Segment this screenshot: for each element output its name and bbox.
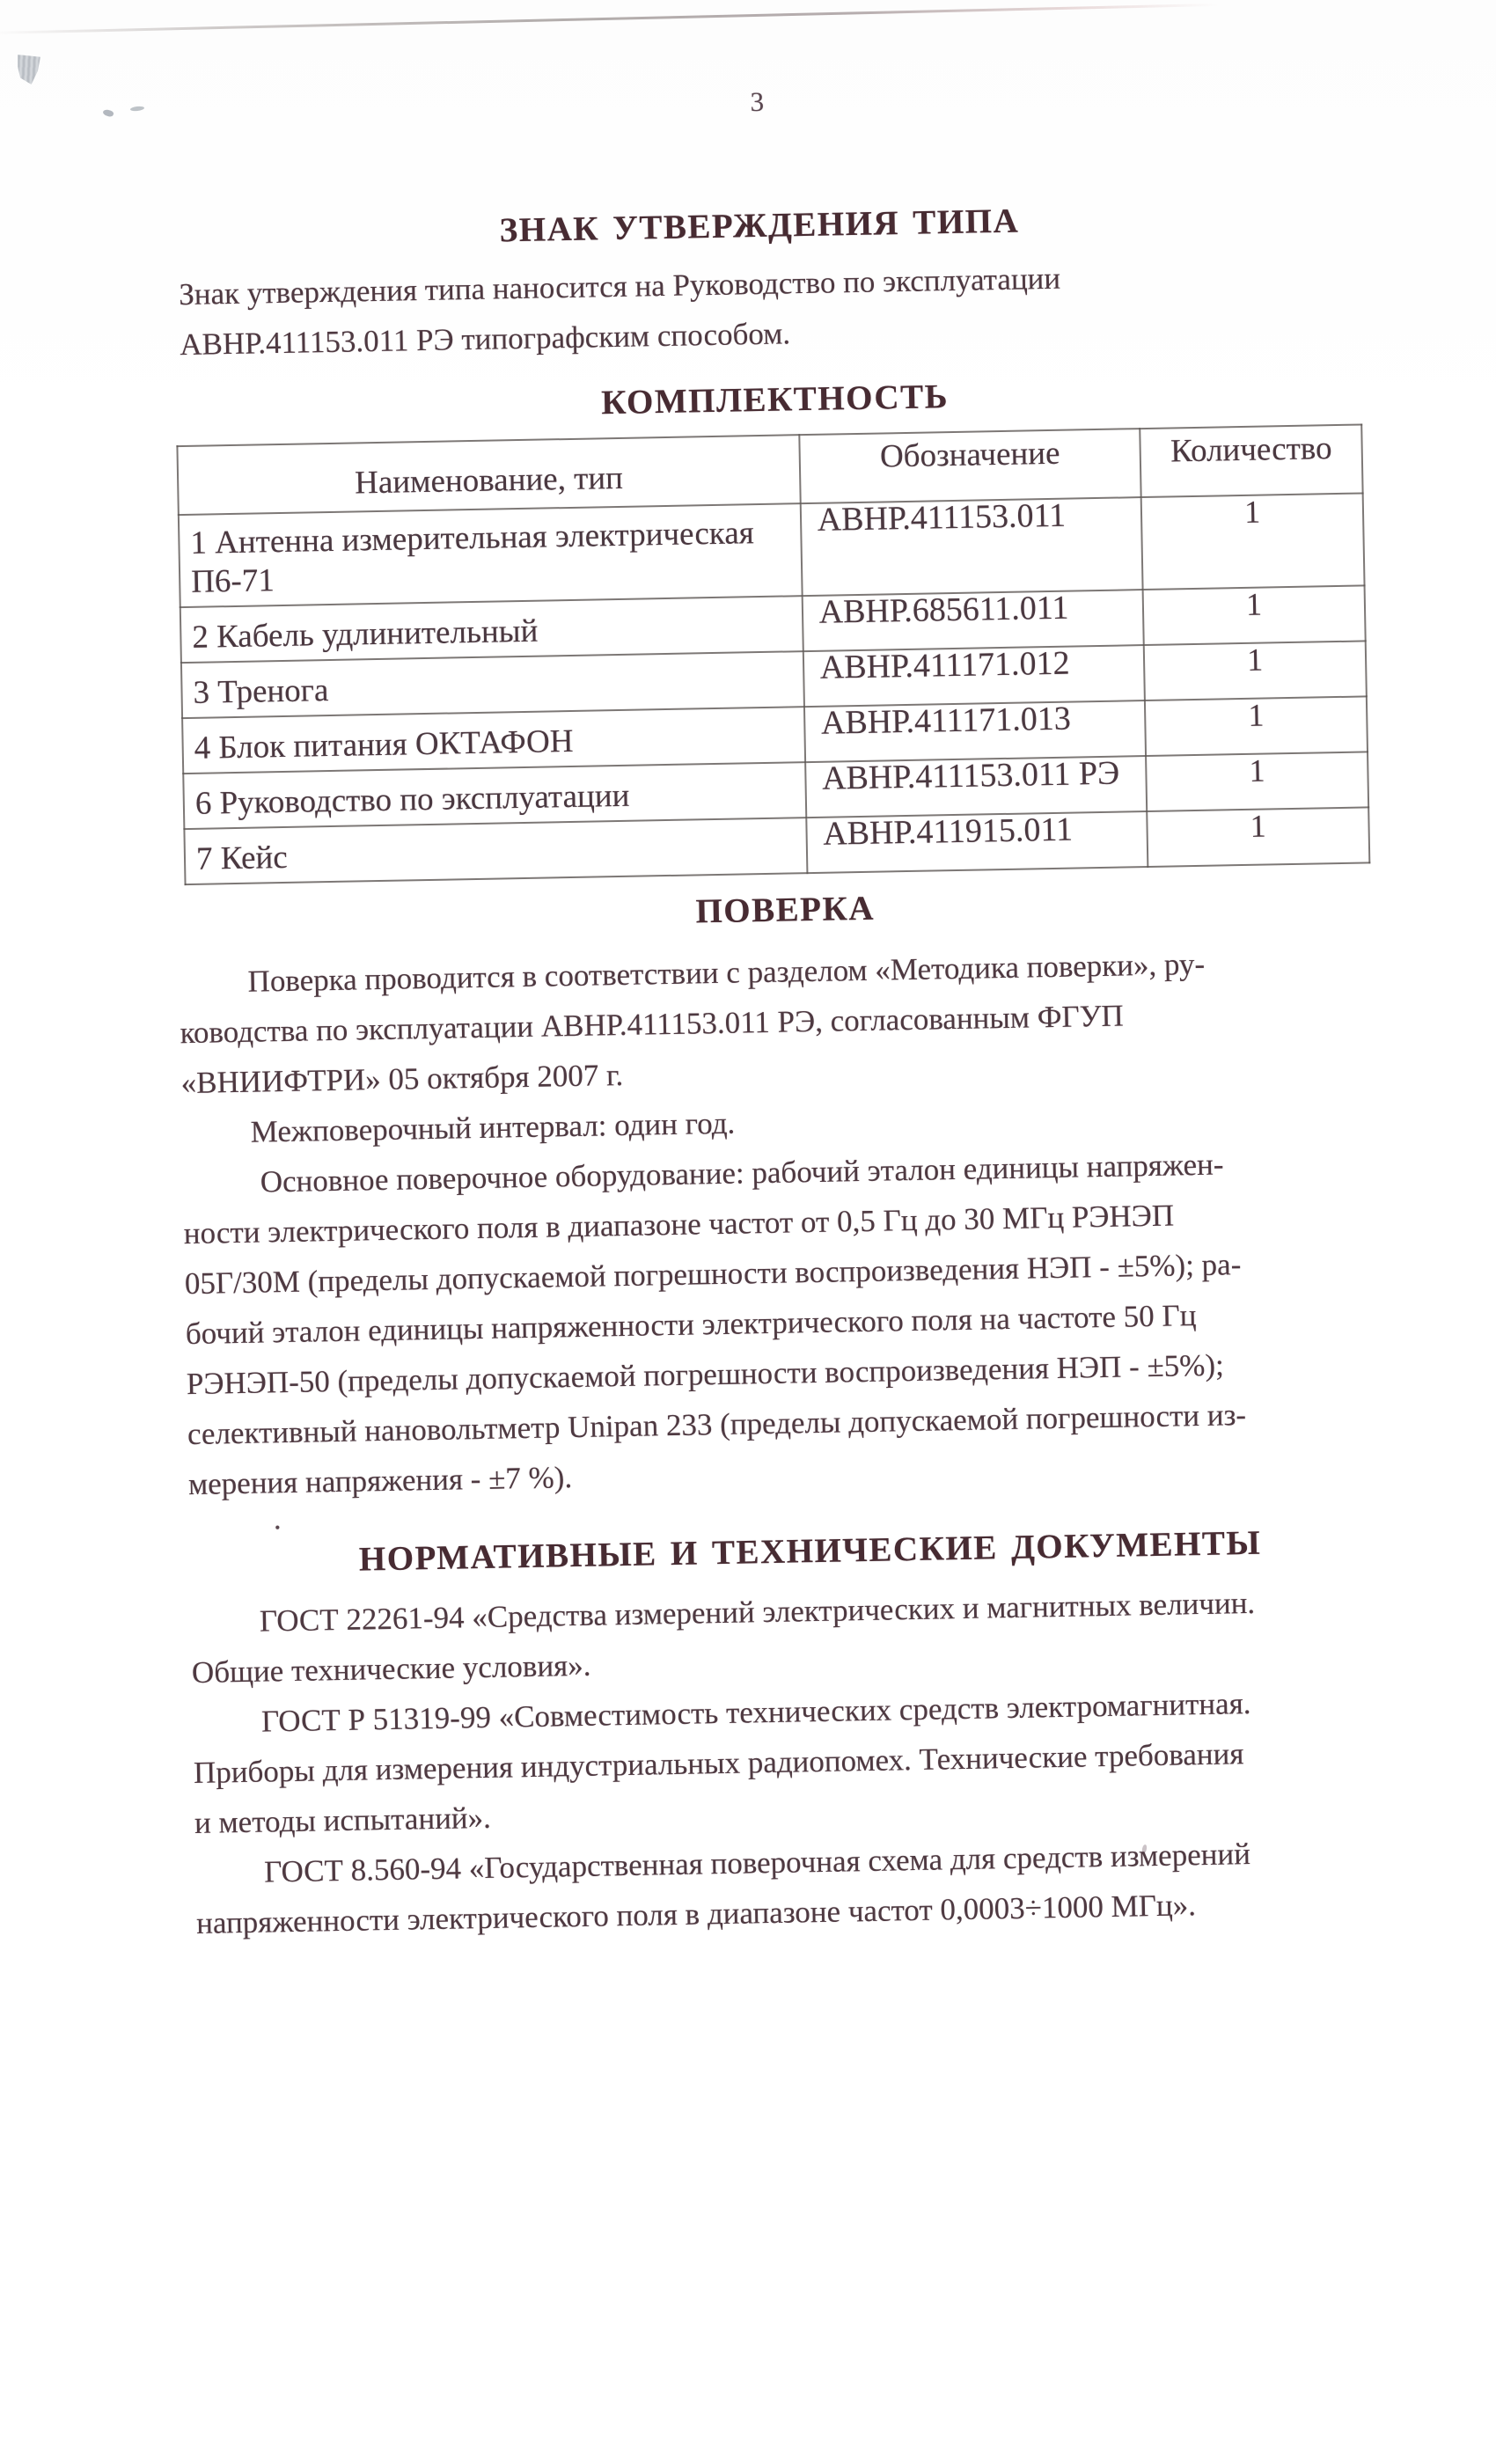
item-quantity (1141, 493, 1365, 590)
item-designation-text: АВНР.411171.012 (819, 644, 1070, 686)
section-title-verification: ПОВЕРКА (695, 889, 876, 931)
item-quantity-text: 1 (1245, 586, 1263, 622)
item-name: 4 Блок питания ОКТАФОН (182, 707, 805, 774)
verification-equipment-paragraph: Основное поверочное оборудование: рабочий эталон единицы напряжен- ности электрического поля в диапазоне частот от 0,5 Гц до 30 МГц РЭНЭП 05Г/30М (пределы допускаемой погрешности воспроизведения НЭП - ±5%); ра- бочий эталон единицы напряженности электрического поля на частоте 50 Гц РЭНЭП-50 (пределы допускаемой погрешности воспроизведения НЭП - ±5%); селективный нановольтметр Unipan 233 (пределы допускаемой погрешности из- мерения напряжения - ±7 %). (183, 1147, 1247, 1502)
completeness-table (176, 423, 1370, 885)
verification-interval-paragraph: Межповерочный интервал: один год. (250, 1105, 736, 1149)
item-quantity (1145, 696, 1368, 756)
item-designation (802, 590, 1144, 651)
section-title-type-approval: ЗНАК УТВЕРЖДЕНИЯ ТИПА (499, 202, 1020, 250)
item-quantity (1143, 585, 1366, 645)
item-quantity-text: 1 (1248, 697, 1265, 733)
item-designation-text: АВНР.685611.011 (818, 589, 1069, 631)
verification-paragraph: Поверка проводится в соответствии с разделом «Методика поверки», ру- ководства по эксплуатации АВНР.411153.011 РЭ, согласованным ФГУП «ВНИИФТРИ» 05 октября 2007 г. (180, 946, 1206, 1101)
gost-paragraph: ГОСТ 8.560-94 «Государственная поверочная схема для средств измерений напряженности электрического поля в диапазоне частот 0,0003÷1000 МГц». (195, 1837, 1251, 1941)
item-designation-text: АВНР.411171.013 (820, 700, 1072, 742)
column-header-quantity: Количество (1140, 424, 1363, 497)
section-title-normative-documents: НОРМАТИВНЫЕ И ТЕХНИЧЕСКИЕ ДОКУМЕНТЫ (358, 1523, 1262, 1579)
item-designation-text: АВНР.411915.011 (822, 810, 1074, 853)
item-designation (805, 756, 1148, 818)
item-designation (800, 497, 1142, 596)
item-designation (806, 811, 1148, 873)
item-designation-text: АВНР.411153.011 РЭ (821, 754, 1120, 797)
item-designation (804, 700, 1147, 762)
item-name: 1 Антенна измерительная электрическая П6-71 (179, 503, 802, 607)
item-quantity-text: 1 (1243, 494, 1261, 530)
document-content (163, 74, 1384, 1948)
stray-period-mark: . (273, 1501, 282, 1536)
gost-paragraph: ГОСТ 22261-94 «Средства измерений электрических и магнитных величин. Общие технические условия». (191, 1585, 1256, 1690)
item-designation-text: АВНР.411153.011 (817, 496, 1067, 539)
column-header-name: Наименование, тип (177, 435, 800, 515)
item-quantity (1144, 641, 1367, 700)
item-quantity (1146, 752, 1368, 811)
item-quantity-text: 1 (1250, 808, 1267, 844)
section-title-completeness: КОМПЛЕКТНОСТЬ (600, 378, 950, 422)
column-header-designation: Обозначение (799, 429, 1141, 503)
type-approval-paragraph: Знак утверждения типа наносится на Руководство по эксплуатации АВНР.411153.011 РЭ типографским способом. (178, 260, 1061, 363)
item-quantity (1148, 807, 1370, 867)
item-quantity-text: 1 (1249, 752, 1265, 788)
item-name: 7 Кейс (184, 818, 807, 884)
item-quantity-text: 1 (1246, 642, 1264, 678)
page-number: 3 (750, 85, 765, 118)
item-name: 6 Руководство по эксплуатации (183, 762, 806, 829)
item-name: 3 Тренога (181, 651, 804, 718)
item-designation (803, 645, 1145, 707)
gost-paragraph: ГОСТ Р 51319-99 «Совместимость технических средств электромагнитная. Приборы для измерения индустриальных радиопомех. Технические требования и методы испытаний». (193, 1686, 1251, 1841)
item-name: 2 Кабель удлинительный (180, 596, 803, 663)
